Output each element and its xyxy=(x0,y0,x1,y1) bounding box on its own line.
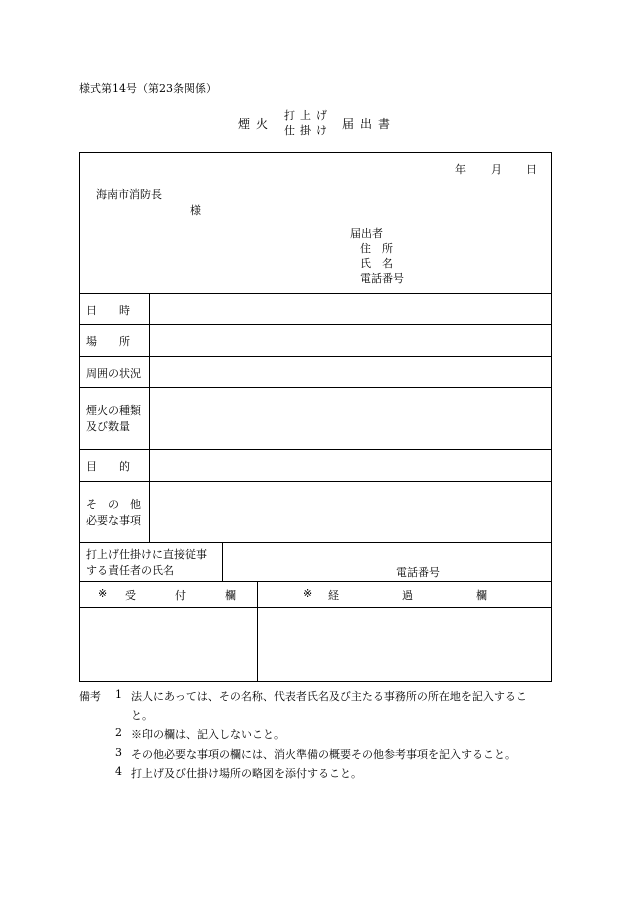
title-middle xyxy=(284,108,332,138)
label-column-divider xyxy=(149,293,150,542)
note-4-text: 打上げ及び仕掛け場所の略図を添付すること。 xyxy=(131,767,362,780)
divider xyxy=(80,293,551,294)
title-mid-top: 打上げ xyxy=(284,109,333,122)
note-2-number: 2 xyxy=(115,726,122,739)
row-other-label-line2: 必要な事項 xyxy=(86,514,141,527)
row-surroundings-label: 周囲の状況 xyxy=(86,367,141,380)
divider xyxy=(80,481,551,482)
divider xyxy=(80,607,551,608)
row-datetime-label: 日 時 xyxy=(86,304,130,317)
row-person-label-line2: する責任者の氏名 xyxy=(86,564,174,577)
note-1-text-continued: と。 xyxy=(131,709,153,722)
note-1-number: 1 xyxy=(115,688,122,701)
person-phone-label: 電話番号 xyxy=(396,566,440,579)
row-fireworks-label-line1: 煙火の種類 xyxy=(86,404,141,417)
honorific: 様 xyxy=(190,204,201,217)
title-left: 煙火 xyxy=(238,116,275,131)
divider xyxy=(80,449,551,450)
bottom-column-divider xyxy=(257,581,258,682)
note-1-text: 法人にあっては、その名称、代表者氏名及び主たる事務所の所在地を記入するこ xyxy=(131,690,527,703)
progress-mark: ※ xyxy=(303,587,313,600)
note-2-text: ※印の欄は、記入しないこと。 xyxy=(131,728,285,741)
row-fireworks-label-line2: 及び数量 xyxy=(86,420,130,433)
title-mid-bottom: 仕掛け xyxy=(284,124,333,137)
notification-form xyxy=(79,152,552,682)
applicant-label: 届出者 xyxy=(350,227,383,240)
form-reference: 様式第14号（第23条関係） xyxy=(79,82,217,95)
name-label: 氏 名 xyxy=(360,257,393,270)
addressee: 海南市消防長 xyxy=(96,188,162,201)
notes-heading: 備考 xyxy=(79,690,101,703)
divider xyxy=(80,581,551,582)
row-person-label-line1: 打上げ仕掛けに直接従事 xyxy=(86,548,207,561)
document-title xyxy=(238,108,396,138)
date-month: 月 xyxy=(491,163,502,176)
reception-mark: ※ xyxy=(98,587,108,600)
divider xyxy=(80,542,551,543)
reception-label: 受 付 欄 xyxy=(125,589,250,602)
note-4-number: 4 xyxy=(115,765,122,778)
divider xyxy=(80,356,551,357)
progress-label: 経 過 欄 xyxy=(328,589,513,602)
title-right: 届出書 xyxy=(342,116,397,131)
note-3-number: 3 xyxy=(115,746,122,759)
row-purpose-label: 目 的 xyxy=(86,460,130,473)
phone-label: 電話番号 xyxy=(360,272,404,285)
divider xyxy=(80,387,551,388)
row-other-label-line1: そ の 他 xyxy=(86,498,141,511)
date-year: 年 xyxy=(455,163,466,176)
row-place-label: 場 所 xyxy=(86,335,130,348)
divider xyxy=(80,324,551,325)
address-label: 住 所 xyxy=(360,242,393,255)
note-3-text: その他必要な事項の欄には、消火準備の概要その他参考事項を記入すること。 xyxy=(131,748,516,761)
person-column-divider xyxy=(222,542,223,581)
date-day: 日 xyxy=(526,163,537,176)
